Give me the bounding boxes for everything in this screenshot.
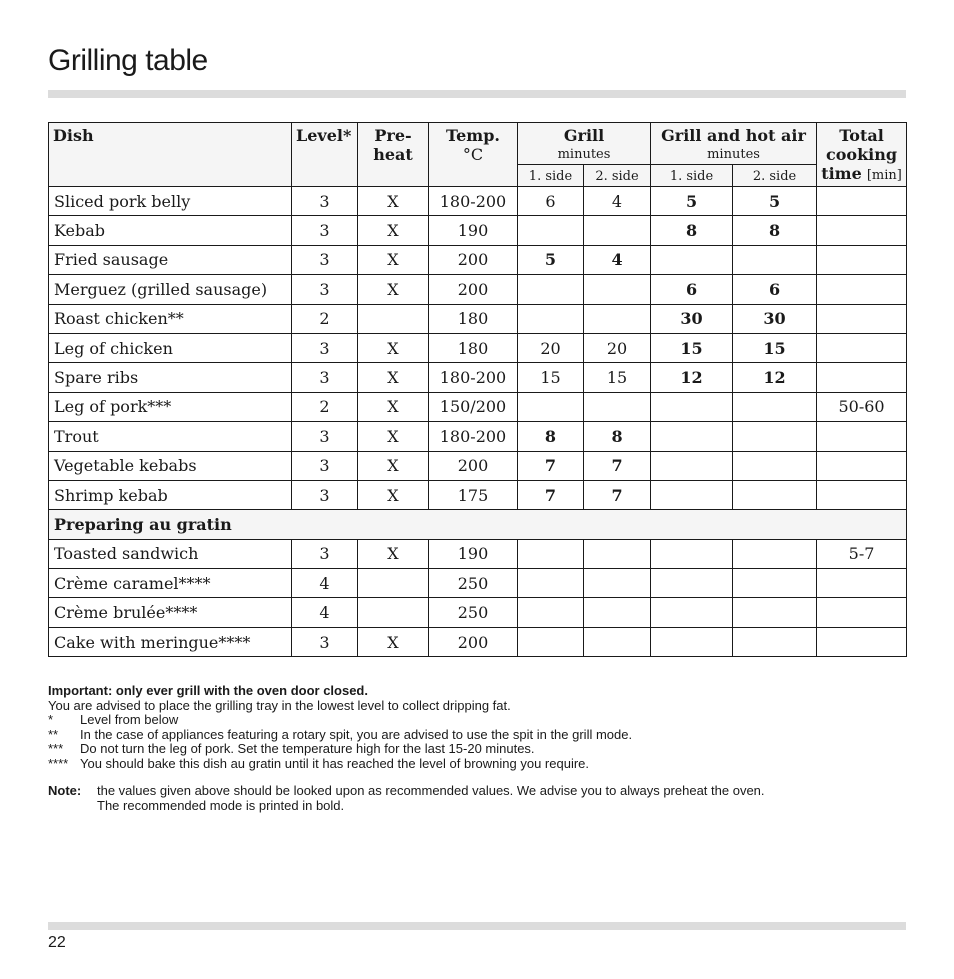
cell-total xyxy=(817,627,907,656)
grilling-table xyxy=(48,122,907,657)
cell-g2 xyxy=(584,569,651,598)
cell-g1: 7 xyxy=(518,480,584,509)
cell-h2 xyxy=(733,480,817,509)
cell-preheat: X xyxy=(358,627,429,656)
cell-g2 xyxy=(584,539,651,568)
cell-preheat: X xyxy=(358,480,429,509)
cell-temp: 200 xyxy=(429,275,518,304)
cell-level: 3 xyxy=(292,480,358,509)
table-row xyxy=(49,451,907,480)
cell-level: 3 xyxy=(292,627,358,656)
table-row xyxy=(49,480,907,509)
footnote-text: You should bake this dish au gratin until it has reached the level of browning you require. xyxy=(80,755,590,771)
cell-g2 xyxy=(584,216,651,245)
note-line-2: The recommended mode is printed in bold. xyxy=(97,798,345,813)
cell-level: 3 xyxy=(292,333,358,362)
cell-g1 xyxy=(518,598,584,627)
cell-h1 xyxy=(651,480,733,509)
header-hot-air-side-1: 1. side xyxy=(651,165,733,187)
cell-preheat xyxy=(358,598,429,627)
cell-total: 5-7 xyxy=(817,539,907,568)
cell-g2 xyxy=(584,627,651,656)
cell-level: 2 xyxy=(292,392,358,421)
cell-h1: 5 xyxy=(651,187,733,216)
header-temp: Temp. °C xyxy=(429,123,518,187)
cell-h1 xyxy=(651,598,733,627)
cell-temp: 180 xyxy=(429,333,518,362)
recommendation-note xyxy=(48,783,908,813)
cell-h1 xyxy=(651,539,733,568)
cell-g1: 8 xyxy=(518,422,584,451)
section-heading: Preparing au gratin xyxy=(49,510,907,539)
cell-h1 xyxy=(651,627,733,656)
cell-temp: 180-200 xyxy=(429,187,518,216)
footnote xyxy=(48,757,908,772)
cell-dish: Sliced pork belly xyxy=(49,187,292,216)
cell-g2: 8 xyxy=(584,422,651,451)
cell-h1: 15 xyxy=(651,333,733,362)
top-divider xyxy=(48,90,906,98)
cell-dish: Cake with meringue**** xyxy=(49,627,292,656)
cell-temp: 150/200 xyxy=(429,392,518,421)
cell-h2: 12 xyxy=(733,363,817,392)
cell-level: 4 xyxy=(292,569,358,598)
cell-total xyxy=(817,275,907,304)
cell-dish: Toasted sandwich xyxy=(49,539,292,568)
cell-total xyxy=(817,451,907,480)
cell-h1 xyxy=(651,569,733,598)
cell-dish: Merguez (grilled sausage) xyxy=(49,275,292,304)
header-grill-hot-air: Grill and hot air minutes xyxy=(651,123,817,165)
cell-h2: 5 xyxy=(733,187,817,216)
cell-h1 xyxy=(651,392,733,421)
cell-h1: 12 xyxy=(651,363,733,392)
footnote xyxy=(48,728,908,743)
bottom-divider xyxy=(48,922,906,930)
page-number: 22 xyxy=(48,934,66,951)
cell-temp: 180-200 xyxy=(429,363,518,392)
header-total-time: Total cooking time [min] xyxy=(817,123,907,187)
footnote-mark: ** xyxy=(48,726,59,742)
table-body xyxy=(49,187,907,657)
cell-h2 xyxy=(733,598,817,627)
cell-dish: Leg of pork*** xyxy=(49,392,292,421)
cell-temp: 180-200 xyxy=(429,422,518,451)
cell-g1 xyxy=(518,216,584,245)
cell-level: 2 xyxy=(292,304,358,333)
footnote xyxy=(48,742,908,757)
cell-g1 xyxy=(518,569,584,598)
cell-total: 50-60 xyxy=(817,392,907,421)
cell-total xyxy=(817,333,907,362)
cell-h2 xyxy=(733,392,817,421)
cell-level: 3 xyxy=(292,245,358,274)
table-row xyxy=(49,333,907,362)
cell-temp: 175 xyxy=(429,480,518,509)
cell-h2 xyxy=(733,245,817,274)
footnote-mark: **** xyxy=(48,755,69,771)
header-preheat: Pre- heat xyxy=(358,123,429,187)
cell-g2: 7 xyxy=(584,451,651,480)
header-grill: Grill minutes xyxy=(518,123,651,165)
cell-preheat: X xyxy=(358,187,429,216)
cell-temp: 200 xyxy=(429,451,518,480)
cell-dish: Fried sausage xyxy=(49,245,292,274)
cell-h2: 30 xyxy=(733,304,817,333)
cell-g1 xyxy=(518,627,584,656)
cell-preheat: X xyxy=(358,539,429,568)
cell-h2 xyxy=(733,451,817,480)
table-row xyxy=(49,245,907,274)
cell-dish: Vegetable kebabs xyxy=(49,451,292,480)
cell-g2: 20 xyxy=(584,333,651,362)
cell-h1 xyxy=(651,422,733,451)
cell-preheat: X xyxy=(358,451,429,480)
cell-preheat: X xyxy=(358,392,429,421)
cell-dish: Kebab xyxy=(49,216,292,245)
important-note: Important: only ever grill with the oven door closed. xyxy=(48,683,368,698)
cell-g1: 7 xyxy=(518,451,584,480)
cell-dish: Leg of chicken xyxy=(49,333,292,362)
table-row xyxy=(49,627,907,656)
cell-total xyxy=(817,480,907,509)
cell-h1: 30 xyxy=(651,304,733,333)
table-row xyxy=(49,422,907,451)
cell-preheat: X xyxy=(358,333,429,362)
cell-g2 xyxy=(584,275,651,304)
footnote xyxy=(48,713,908,728)
cell-total xyxy=(817,187,907,216)
cell-h2 xyxy=(733,569,817,598)
cell-g1 xyxy=(518,392,584,421)
cell-g1: 15 xyxy=(518,363,584,392)
cell-h2: 6 xyxy=(733,275,817,304)
cell-h2 xyxy=(733,627,817,656)
cell-temp: 190 xyxy=(429,539,518,568)
cell-total xyxy=(817,422,907,451)
cell-total xyxy=(817,304,907,333)
note-label: Note: xyxy=(48,783,82,798)
cell-g2 xyxy=(584,304,651,333)
cell-g2 xyxy=(584,598,651,627)
cell-dish: Roast chicken** xyxy=(49,304,292,333)
footnote-mark: *** xyxy=(48,741,64,757)
cell-g2: 4 xyxy=(584,245,651,274)
cell-dish: Shrimp kebab xyxy=(49,480,292,509)
cell-dish: Crème caramel**** xyxy=(49,569,292,598)
footnote-mark: * xyxy=(48,712,54,728)
cell-total xyxy=(817,569,907,598)
cell-h1: 6 xyxy=(651,275,733,304)
cell-preheat xyxy=(358,569,429,598)
advice-note: You are advised to place the grilling tray in the lowest level to collect dripping fat. xyxy=(48,697,511,713)
table-row xyxy=(49,598,907,627)
cell-g1: 6 xyxy=(518,187,584,216)
table-row xyxy=(49,363,907,392)
cell-h1: 8 xyxy=(651,216,733,245)
header-grill-side-2: 2. side xyxy=(584,165,651,187)
header-grill-side-1: 1. side xyxy=(518,165,584,187)
cell-h2 xyxy=(733,422,817,451)
cell-preheat xyxy=(358,304,429,333)
cell-temp: 200 xyxy=(429,245,518,274)
cell-g2 xyxy=(584,392,651,421)
cell-temp: 180 xyxy=(429,304,518,333)
cell-temp: 190 xyxy=(429,216,518,245)
table-row xyxy=(49,392,907,421)
cell-temp: 250 xyxy=(429,569,518,598)
cell-dish: Trout xyxy=(49,422,292,451)
cell-h1 xyxy=(651,245,733,274)
cell-level: 3 xyxy=(292,422,358,451)
page-title: Grilling table xyxy=(48,44,208,77)
footnote-text: Do not turn the leg of pork. Set the temperature high for the last 15-20 minutes. xyxy=(80,741,535,757)
cell-level: 3 xyxy=(292,451,358,480)
section-row xyxy=(49,510,907,539)
cell-level: 3 xyxy=(292,363,358,392)
cell-g1 xyxy=(518,304,584,333)
notes-block xyxy=(48,684,908,772)
cell-preheat: X xyxy=(358,363,429,392)
cell-preheat: X xyxy=(358,216,429,245)
cell-g1: 5 xyxy=(518,245,584,274)
footnotes xyxy=(48,713,908,771)
cell-preheat: X xyxy=(358,422,429,451)
table-row xyxy=(49,569,907,598)
cell-temp: 200 xyxy=(429,627,518,656)
cell-level: 4 xyxy=(292,598,358,627)
table-row xyxy=(49,304,907,333)
table-row xyxy=(49,216,907,245)
cell-g1: 20 xyxy=(518,333,584,362)
cell-h2: 8 xyxy=(733,216,817,245)
cell-level: 3 xyxy=(292,187,358,216)
cell-level: 3 xyxy=(292,539,358,568)
table-row xyxy=(49,187,907,216)
cell-level: 3 xyxy=(292,216,358,245)
table-row xyxy=(49,539,907,568)
cell-temp: 250 xyxy=(429,598,518,627)
cell-total xyxy=(817,598,907,627)
cell-g2: 15 xyxy=(584,363,651,392)
header-level: Level* xyxy=(292,123,358,187)
cell-g2: 7 xyxy=(584,480,651,509)
cell-h2 xyxy=(733,539,817,568)
table-row xyxy=(49,275,907,304)
footnote-text: In the case of appliances featuring a rotary spit, you are advised to use the spit in the grill mode. xyxy=(80,726,633,742)
cell-level: 3 xyxy=(292,275,358,304)
cell-total xyxy=(817,363,907,392)
cell-preheat: X xyxy=(358,275,429,304)
cell-g2: 4 xyxy=(584,187,651,216)
header-dish: Dish xyxy=(49,123,292,187)
cell-h1 xyxy=(651,451,733,480)
cell-dish: Spare ribs xyxy=(49,363,292,392)
cell-total xyxy=(817,216,907,245)
cell-g1 xyxy=(518,275,584,304)
cell-g1 xyxy=(518,539,584,568)
cell-h2: 15 xyxy=(733,333,817,362)
cell-dish: Crème brulée**** xyxy=(49,598,292,627)
cell-preheat: X xyxy=(358,245,429,274)
note-line-1: the values given above should be looked upon as recommended values. We advise you to always preheat the oven. xyxy=(97,783,765,798)
footnote-text: Level from below xyxy=(80,712,179,728)
header-hot-air-side-2: 2. side xyxy=(733,165,817,187)
cell-total xyxy=(817,245,907,274)
